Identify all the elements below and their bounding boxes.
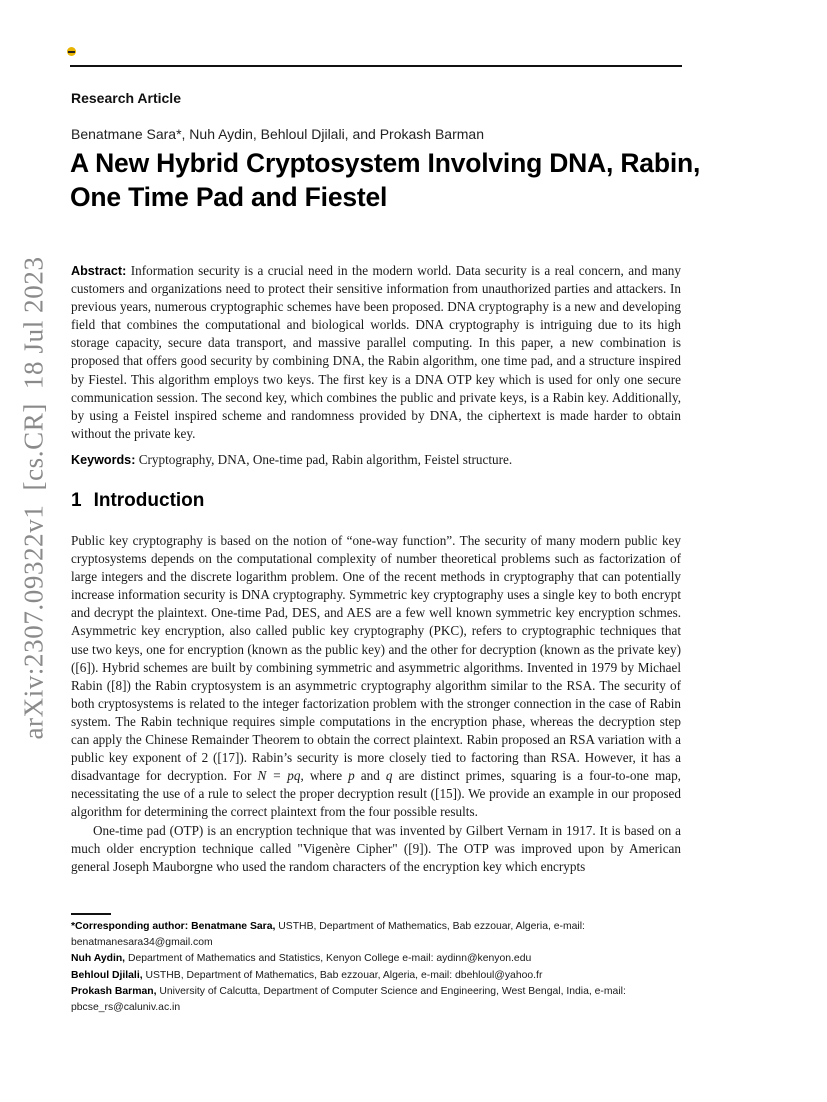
- footnote-item: [71, 919, 683, 951]
- math-inline: N = pq: [257, 768, 301, 784]
- abstract: [71, 262, 681, 443]
- footnote-affiliation: USTHB, Department of Mathematics, Bab ezzouar, Algeria, e-mail: benatmanesara34@gmail.com: [71, 921, 585, 949]
- header-rule: [70, 65, 682, 67]
- arxiv-date: 18 Jul 2023: [18, 256, 49, 390]
- introduction-body: [71, 532, 681, 876]
- section-heading-introduction: [71, 490, 204, 512]
- paragraph-text: and: [354, 768, 386, 784]
- abstract-label: Abstract:: [71, 264, 127, 278]
- arxiv-category: [cs.CR]: [18, 403, 49, 491]
- section-title: Introduction: [93, 490, 205, 511]
- footnote-item: [71, 968, 683, 984]
- paragraph: One-time pad (OTP) is an encryption technique that was invented by Gilbert Vernam in 1917. It is based on a much older encryption technique called "Vigenère Cipher" ([9]). The OTP was improved upon by American general Joseph Mauborgne who used the random characters of the encryption key which encrypts: [71, 822, 681, 874]
- footnote-rule: [71, 913, 111, 915]
- math-inline: q: [385, 768, 393, 784]
- footnote-affiliation: Department of Mathematics and Statistics, Kenyon College e-mail: aydinn@kenyon.edu: [125, 953, 532, 965]
- paragraph-text: are distinct primes, squaring is a four-to-one map, necessitating the use of a rule to select the proper decryption result ([15]). We provide an example in our proposed algorithm for determining the correct plaintext from the four possible results.: [71, 768, 681, 820]
- author-list: Benatmane Sara*, Nuh Aydin, Behloul Djilali, and Prokash Barman: [71, 126, 484, 142]
- author-footnotes: [71, 919, 683, 1016]
- article-type: Research Article: [71, 90, 181, 106]
- arxiv-id[interactable]: arXiv:2307.09322v1: [18, 504, 49, 740]
- paragraph-text: , where: [300, 768, 349, 784]
- section-number: 1: [71, 490, 82, 511]
- footnote-author: Prokash Barman,: [71, 985, 157, 997]
- paragraph-text: Public key cryptography is based on the notion of “one-way function”. The security of many modern public key cryptosystems depends on the computational complexity of number theoretical problems such as factorization of large integers and the discrete logarithm problem. One of the recent methods in cryptography that can potentially increase information security is DNA cryptography. Symmetric key cryptography uses a single key to both encrypt and decrypt the plaintext. One-time Pad, DES, and AES are a few well known symmetric key encryption schmes. Asymmetric key encryption, also called public key cryptography (PKC), refers to cryptographic techniques that use two keys, one for encryption (known as the public key) and the other for decryption (known as the private key) ([6]). Hybrid schemes are built by combining symmetric and asymmetric algorithms. Invented in 1979 by Michael Rabin ([8]) the Rabin cryptosystem is an asymmetric cryptography algorithm similar to the RSA. The security of both cryptosystems is related to the integer factorization problem with the stronger connection in the case of Rabin system. The Rabin technique requires simple computations in the encryption phase, whereas the decryption step can apply the Chinese Remainder Theorem to obtain the correct plaintext. Rabin proposed an RSA variation with a public key exponent of 2 ([17]). Rabin’s security is more closely tied to factoring than RSA. However, it has a disadvantage for decryption. For: [71, 533, 681, 784]
- abstract-text: Information security is a crucial need in the modern world. Data security is a real concern, and many customers and organizations need to protect their sensitive information from unauthorized parties and attackers. In previous years, numerous cryptographic schemes have been proposed. DNA cryptography is a new and developing field that combines the computational and biological worlds. DNA cryptography is intriguing due to its high storage capacity, secure data transport, and massive parallel computing. In this paper, a new combination is proposed that offers good security by combining DNA, the Rabin algorithm, one time pad, and a structure inspired by Fiestel. This algorithm employs two keys. The first key is a DNA OTP key which is used for only one secure communication session. The second key, which combines the public and private keys, is a Rabin key. Additionally, by using a Feistel inspired scheme and randomness provided by DNA, the ciphertext is made harder to obtain without the private key.: [71, 263, 681, 441]
- footnote-affiliation: USTHB, Department of Mathematics, Bab ezzouar, Algeria, e-mail: dbehloul@yahoo.fr: [142, 969, 543, 981]
- footnote-author: Nuh Aydin,: [71, 953, 126, 965]
- paper-title: A New Hybrid Cryptosystem Involving DNA, Rabin, One Time Pad and Fiestel: [70, 148, 701, 212]
- footnote-author: *Corresponding author: Benatmane Sara,: [71, 921, 276, 932]
- arxiv-stamp: [19, 256, 50, 739]
- math-inline: p: [348, 768, 355, 784]
- footnote-item: [71, 951, 683, 967]
- footnote-affiliation: University of Calcutta, Department of Computer Science and Engineering, West Bengal, India, e-mail: pbcse_rs@caluniv.ac.in: [71, 985, 626, 1014]
- journal-logo-icon: [67, 47, 76, 56]
- keywords-text: Cryptography, DNA, One-time pad, Rabin algorithm, Feistel structure.: [138, 452, 513, 467]
- footnote-author: Behloul Djilali,: [71, 969, 143, 981]
- keywords-label: Keywords:: [71, 453, 136, 467]
- paragraph: [71, 532, 681, 822]
- keywords: [71, 451, 681, 469]
- footnote-item: [71, 984, 683, 1016]
